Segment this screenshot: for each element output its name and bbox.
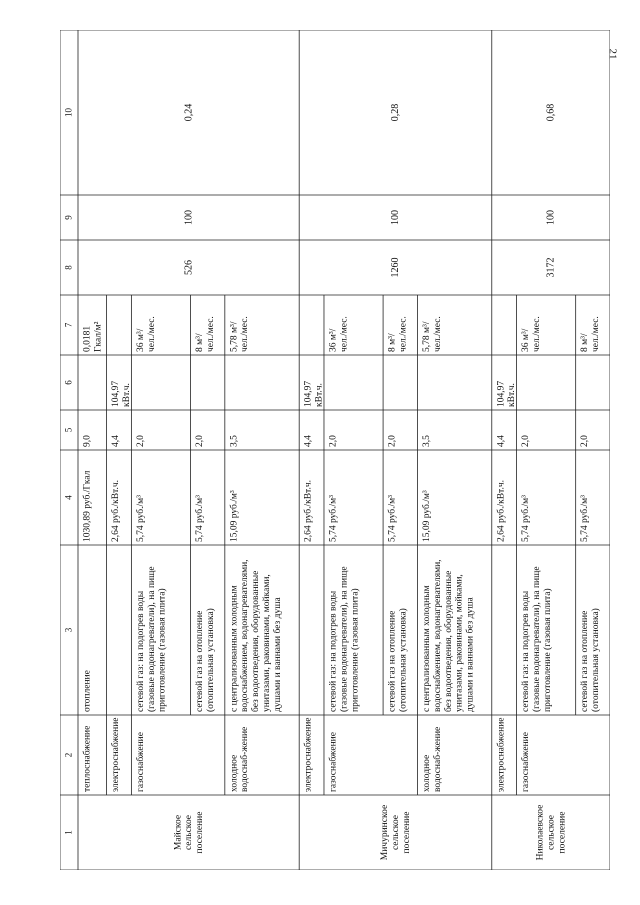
- service-description: отопление: [82, 670, 93, 712]
- area-norm: 5,78 м³/чел./мес.: [229, 316, 251, 352]
- norm-value: 2,0: [521, 435, 532, 447]
- norm-value: 4,4: [496, 435, 507, 447]
- consumption-unit: 104,97кВт.ч.: [303, 380, 325, 407]
- area-norm: 5,78 м³/чел./мес.: [421, 316, 443, 352]
- tariff-value: 2,64 руб./кВт.ч.: [111, 479, 122, 542]
- tariff-value: 2,64 руб./кВт.ч.: [303, 479, 314, 542]
- norm-value: 2,0: [328, 435, 339, 447]
- tariff-value: 5,74 руб./м³: [195, 495, 206, 542]
- norm-value: 2,0: [195, 435, 206, 447]
- tariff-value: 5,74 руб./м³: [387, 495, 398, 542]
- percent-value: 100: [545, 210, 557, 225]
- share-value: 0,68: [545, 103, 557, 122]
- tariff-value: 1030,89 руб./Гкал: [82, 470, 93, 542]
- tariff-value: 5,74 руб./м³: [580, 495, 591, 542]
- service-description: сетевой газ на отопление(отопительная установка): [387, 608, 409, 712]
- area-norm: 8 м³/чел./мес.: [195, 316, 216, 352]
- tariff-value: 5,74 руб./м³: [328, 495, 339, 542]
- service-description: сетевой газ на отопление(отопительная установка): [195, 608, 216, 712]
- population-count: 526: [183, 260, 195, 275]
- table-rotation-group: [60, 30, 610, 870]
- column-header-3: 3: [63, 627, 74, 633]
- area-norm: 36 м³/чел./мес.: [135, 316, 157, 352]
- area-norm: 0,0181Гкал/м²: [82, 321, 104, 352]
- column-header-4: 4: [63, 495, 74, 500]
- population-count: 3172: [545, 257, 557, 278]
- service-description: сетевой газ: на подогрев воды(газовые водонагреватели), на пищеприготовление (газовая плита): [328, 566, 361, 712]
- norm-value: 4,4: [111, 435, 122, 447]
- service-description: с централизованным холоднымводоснабжением, водонагревателями,без водоотведения, оборудованныеунитазами, раковинами, мойками,душами и ваннами без душа: [421, 559, 476, 712]
- service-description: сетевой газ: на подогрев воды(газовые водонагреватели), на пищеприготовление (газовая плита): [521, 566, 553, 712]
- percent-value: 100: [390, 210, 402, 225]
- consumption-unit: 104,97кВт.ч.: [111, 380, 133, 407]
- area-norm: 8 м³/чел./мес.: [580, 316, 602, 352]
- column-header-10: 10: [63, 108, 74, 117]
- tariff-value: 5,74 руб./м³: [521, 495, 532, 542]
- tariff-value: 2,64 руб./кВт.ч.: [496, 479, 507, 542]
- service-name: электроснабжение: [303, 717, 314, 792]
- service-description: сетевой газ на отопление(отопительная установка): [580, 608, 602, 712]
- percent-value: 100: [183, 210, 195, 225]
- settlement-name: Майскоесельскоепоселение: [173, 811, 206, 854]
- column-header-5: 5: [63, 427, 74, 433]
- settlement-name: Мичуринскоесельскоепоселение: [380, 804, 413, 861]
- tariff-value: 5,74 руб./м³: [135, 495, 146, 542]
- tariff-value: 15,09 руб./м³: [421, 490, 432, 542]
- norm-value: 4,4: [303, 435, 314, 447]
- column-header-2: 2: [63, 752, 74, 758]
- service-name: электроснабжение: [111, 717, 122, 792]
- service-name: газоснабжение: [328, 732, 339, 792]
- norm-value: 9,0: [82, 435, 93, 447]
- norm-value: 2,0: [580, 435, 591, 447]
- consumption-unit: 104,97кВт.ч.: [496, 380, 518, 407]
- column-header-1: 1: [63, 830, 74, 835]
- service-name: холодноеводоснаб-жение: [229, 726, 251, 792]
- norm-value: 2,0: [387, 435, 398, 447]
- tariff-value: 15,09 руб./м³: [229, 490, 240, 542]
- service-name: электроснабжение: [496, 717, 507, 792]
- service-name: газоснабжение: [521, 732, 532, 792]
- norm-value: 3,5: [229, 435, 240, 447]
- settlement-name: Николаевскоесельскоепоселение: [535, 804, 568, 861]
- area-norm: 36 м³/чел./мес.: [521, 316, 542, 352]
- column-header-7: 7: [63, 322, 74, 328]
- service-description: сетевой газ: на подогрев воды(газовые водонагреватели), на пищеприготовление (газовая плита): [135, 566, 168, 712]
- norm-value: 3,5: [421, 435, 432, 447]
- share-value: 0,24: [183, 103, 195, 122]
- page-number: 21: [606, 48, 619, 60]
- area-norm: 36 м³/чел./мес.: [328, 316, 350, 352]
- column-header-6: 6: [63, 380, 74, 385]
- service-name: газоснабжение: [135, 732, 146, 792]
- service-name: теплоснабжение: [82, 725, 93, 792]
- service-name: холодноеводоснаб-жение: [421, 726, 443, 792]
- rotated-table-sheet: [60, 30, 610, 870]
- service-description: с централизованным холоднымводоснабжением, водонагревателями,без водоотведения, оборудованныеунитазами, раковинами, мойками,душами и ваннами без душа: [229, 559, 284, 712]
- area-norm: 8 м³/чел./мес.: [387, 316, 409, 352]
- share-value: 0,28: [390, 103, 402, 122]
- column-header-8: 8: [63, 265, 74, 270]
- rotated-tariff-table: [60, 30, 610, 870]
- column-header-9: 9: [63, 215, 74, 220]
- population-count: 1260: [390, 257, 402, 278]
- norm-value: 2,0: [135, 435, 146, 447]
